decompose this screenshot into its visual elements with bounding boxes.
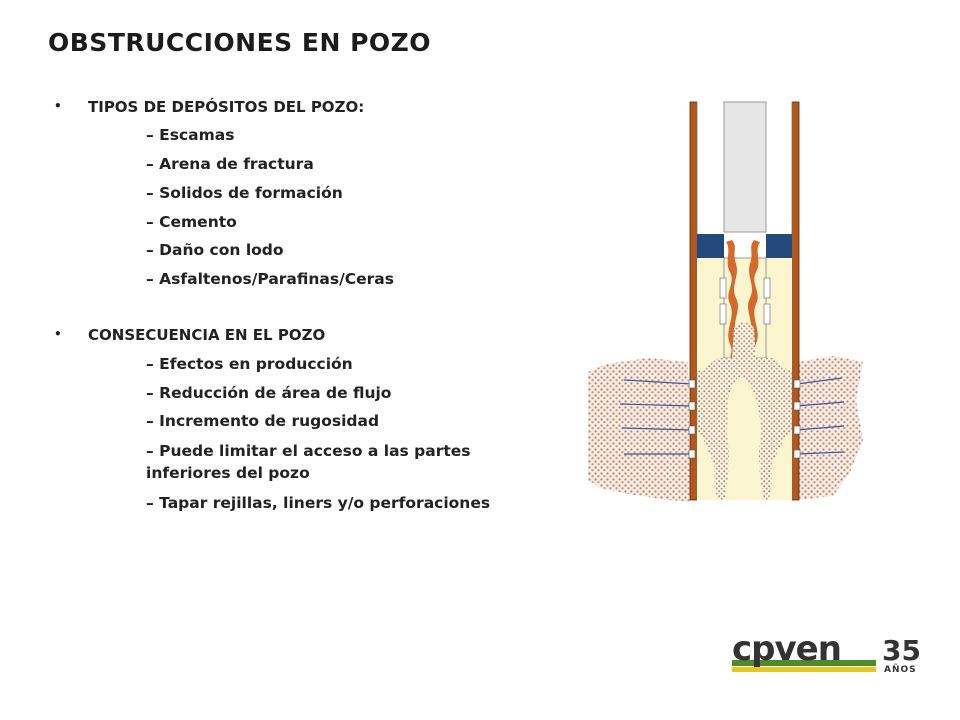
list-item: – Puede limitar el acceso a las partes — [146, 442, 471, 460]
list-item: – Cemento — [146, 213, 237, 231]
list-item: – Solidos de formación — [146, 184, 343, 202]
bullet-dot: • — [54, 99, 62, 113]
bullet-dot: • — [54, 327, 62, 341]
formation-right — [798, 356, 863, 500]
logo-svg — [730, 630, 930, 678]
list-item: – Reducción de área de flujo — [146, 384, 392, 402]
casing-right — [792, 102, 799, 500]
section-heading: CONSECUENCIA EN EL POZO — [88, 326, 326, 344]
list-item: – Escamas — [146, 126, 235, 144]
logo-caption: AÑOS — [884, 665, 917, 675]
list-item: – Efectos en producción — [146, 355, 353, 373]
list-item: – Incremento de rugosidad — [146, 412, 380, 430]
page-title: OBSTRUCCIONES EN POZO — [48, 28, 432, 57]
list-item: – Arena de fractura — [146, 155, 314, 173]
packer-right — [766, 234, 792, 258]
list-item: – Tapar rejillas, liners y/o perforaciones — [146, 494, 491, 512]
sand-fill-tubing — [732, 322, 756, 358]
tubing — [724, 102, 766, 232]
casing-left — [690, 102, 697, 500]
wellbore-svg — [588, 100, 863, 505]
logo-wordmark: cpven — [732, 630, 841, 669]
packer-left — [697, 234, 724, 258]
list-item: – Asfaltenos/Parafinas/Ceras — [146, 270, 394, 288]
cpven-logo — [730, 630, 930, 682]
list-item: – Daño con lodo — [146, 241, 284, 259]
list-item: inferiores del pozo — [146, 464, 310, 482]
wellbore-diagram — [588, 100, 863, 509]
section-heading: TIPOS DE DEPÓSITOS DEL POZO: — [88, 98, 365, 116]
logo-number: 35 — [882, 634, 921, 667]
